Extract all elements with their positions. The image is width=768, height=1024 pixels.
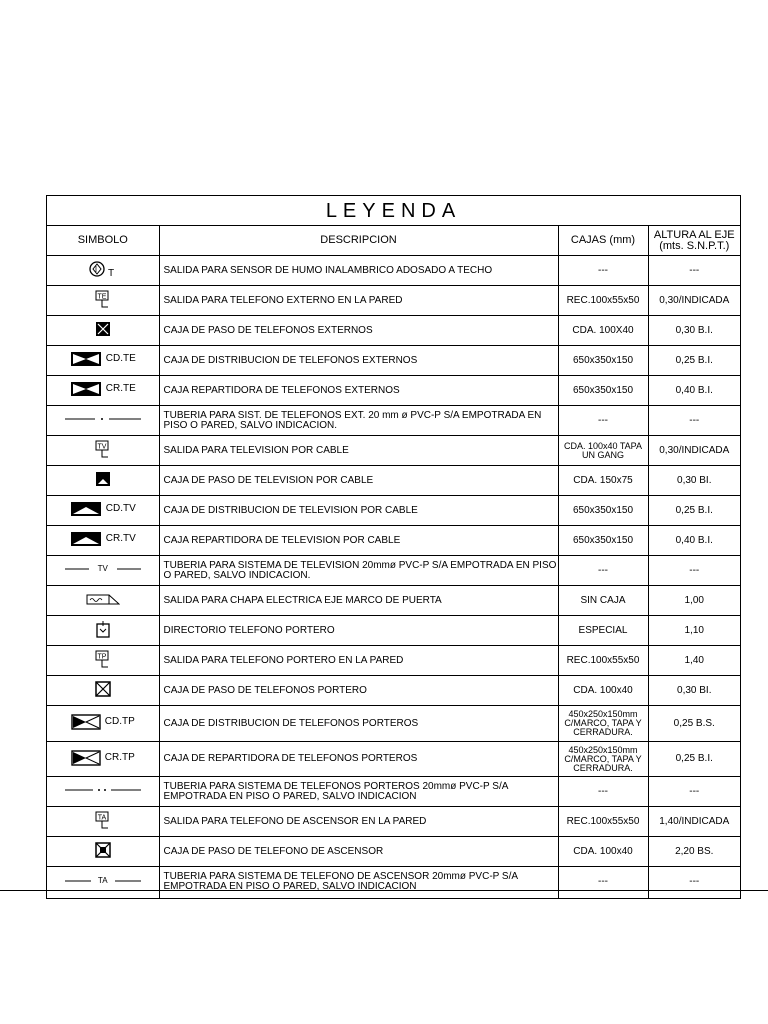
tp-outlet-icon <box>95 650 111 668</box>
height-cell: 0,40 B.I. <box>648 526 740 556</box>
legend-row <box>47 837 740 867</box>
height-cell: 1,40 <box>648 646 740 676</box>
ta-line-icon <box>65 873 141 889</box>
legend-row <box>47 466 740 496</box>
description-cell: CAJA REPARTIDORA DE TELEFONOS EXTERNOS <box>159 376 558 406</box>
description-cell: CAJA DE DISTRIBUCION DE TELEVISION POR CABLE <box>159 496 558 526</box>
box-size-cell: CDA. 100x40 <box>558 676 648 706</box>
symbol-cell <box>47 777 159 807</box>
symbol-label: CD.TE <box>105 353 136 364</box>
symbol-cell <box>47 867 159 898</box>
tv-distribution-box-icon <box>70 531 102 547</box>
svg-text:T: T <box>107 268 114 278</box>
svg-text:I: I <box>94 265 97 274</box>
box-size-cell: --- <box>558 256 648 286</box>
description-cell: TUBERIA PARA SISTEMA DE TELEVISION 20mmø PVC-P S/A EMPOTRADA EN PISO O PARED, SALVO INDICACION. <box>159 556 558 586</box>
legend-row <box>47 376 740 406</box>
description-cell: CAJA DE REPARTIDORA DE TELEFONOS PORTEROS <box>159 742 558 777</box>
svg-text:TA: TA <box>97 814 106 822</box>
legend-row <box>47 646 740 676</box>
description-cell: TUBERIA PARA SISTEMA DE TELEFONO DE ASCENSOR 20mmø PVC-P S/A EMPOTRADA EN PISO O PARED, SALVO INDICACION <box>159 867 558 898</box>
symbol-label: TV <box>97 564 108 573</box>
description-cell: TUBERIA PARA SIST. DE TELEFONOS EXT. 20 mm ø PVC-P S/A EMPOTRADA EN PISO O PARED, SALVO INDICACION. <box>159 406 558 436</box>
box-size-cell: REC.100x55x50 <box>558 646 648 676</box>
symbol-cell <box>47 556 159 586</box>
symbol-cell <box>47 376 159 406</box>
symbol-cell <box>47 807 159 837</box>
height-cell: 0,25 B.I. <box>648 496 740 526</box>
symbol-cell <box>47 676 159 706</box>
description-cell: CAJA DE PASO DE TELEVISION POR CABLE <box>159 466 558 496</box>
header-descripcion: DESCRIPCION <box>159 226 558 256</box>
description-cell: SALIDA PARA SENSOR DE HUMO INALAMBRICO ADOSADO A TECHO <box>159 256 558 286</box>
svg-text:TP: TP <box>97 653 107 661</box>
symbol-label: CR.TV <box>105 533 136 544</box>
tp-distribution-box-icon <box>71 750 101 766</box>
height-cell: --- <box>648 256 740 286</box>
symbol-cell <box>47 436 159 466</box>
description-cell: CAJA DE DISTRIBUCION DE TELEFONOS PORTEROS <box>159 706 558 742</box>
height-cell: 0,30/INDICADA <box>648 286 740 316</box>
box-size-cell: REC.100x55x50 <box>558 807 648 837</box>
header-row <box>47 226 740 256</box>
symbol-label: CD.TV <box>105 503 136 514</box>
symbol-label: CR.TE <box>105 383 136 394</box>
symbol-cell <box>47 316 159 346</box>
height-cell: 0,25 B.I. <box>648 742 740 777</box>
tv-line-icon <box>65 561 141 577</box>
description-cell: SALIDA PARA CHAPA ELECTRICA EJE MARCO DE PUERTA <box>159 586 558 616</box>
box-size-cell: ESPECIAL <box>558 616 648 646</box>
legend-row <box>47 286 740 316</box>
legend-row <box>47 436 740 466</box>
description-cell: CAJA REPARTIDORA DE TELEVISION POR CABLE <box>159 526 558 556</box>
symbol-cell <box>47 837 159 867</box>
description-cell: SALIDA PARA TELEFONO PORTERO EN LA PARED <box>159 646 558 676</box>
height-cell: 0,30 BI. <box>648 676 740 706</box>
box-size-cell: CDA. 100x40 <box>558 837 648 867</box>
legend-row <box>47 556 740 586</box>
symbol-cell <box>47 646 159 676</box>
description-cell: CAJA DE PASO DE TELEFONOS EXTERNOS <box>159 316 558 346</box>
height-cell: --- <box>648 777 740 807</box>
header-simbolo: SIMBOLO <box>47 226 159 256</box>
box-size-cell: SIN CAJA <box>558 586 648 616</box>
symbol-cell <box>47 616 159 646</box>
description-cell: CAJA DE PASO DE TELEFONOS PORTERO <box>159 676 558 706</box>
doorphone-directory-icon <box>96 621 110 638</box>
box-size-cell: CDA. 150x75 <box>558 466 648 496</box>
box-size-cell: 650x350x150 <box>558 496 648 526</box>
box-size-cell: CDA. 100X40 <box>558 316 648 346</box>
legend-row <box>47 742 740 777</box>
symbol-cell <box>47 586 159 616</box>
box-size-cell: --- <box>558 867 648 898</box>
symbol-cell <box>47 466 159 496</box>
legend-row <box>47 676 740 706</box>
header-cajas: CAJAS (mm) <box>558 226 648 256</box>
height-cell: 0,25 B.I. <box>648 346 740 376</box>
symbol-cell <box>47 496 159 526</box>
pass-box-icon <box>95 321 111 337</box>
symbol-label: CD.TP <box>104 716 135 727</box>
description-cell: CAJA DE PASO DE TELEFONO DE ASCENSOR <box>159 837 558 867</box>
symbol-cell <box>47 742 159 777</box>
box-size-cell: REC.100x55x50 <box>558 286 648 316</box>
symbol-cell <box>47 706 159 742</box>
height-cell: --- <box>648 406 740 436</box>
height-cell: 2,20 BS. <box>648 837 740 867</box>
description-cell: SALIDA PARA TELEVISION POR CABLE <box>159 436 558 466</box>
description-cell: SALIDA PARA TELEFONO EXTERNO EN LA PARED <box>159 286 558 316</box>
height-cell: 1,40/INDICADA <box>648 807 740 837</box>
box-size-cell: 650x350x150 <box>558 376 648 406</box>
elevator-pass-box-icon <box>95 842 111 858</box>
box-size-cell: CDA. 100x40 TAPA UN GANG <box>558 436 648 466</box>
distribution-box-icon <box>70 381 102 397</box>
box-size-cell: 650x350x150 <box>558 346 648 376</box>
distribution-box-icon <box>70 351 102 367</box>
box-size-cell: --- <box>558 556 648 586</box>
tp-distribution-box-icon <box>71 714 101 730</box>
legend-table <box>46 195 741 899</box>
legend-row <box>47 316 740 346</box>
door-lock-icon <box>86 592 120 606</box>
description-cell: CAJA DE DISTRIBUCION DE TELEFONOS EXTERNOS <box>159 346 558 376</box>
symbol-cell <box>47 286 159 316</box>
symbol-cell <box>47 406 159 436</box>
legend-grid <box>47 226 740 898</box>
legend-title: LEYENDA <box>47 196 740 226</box>
ta-outlet-icon <box>95 811 111 829</box>
box-size-cell: 650x350x150 <box>558 526 648 556</box>
legend-row <box>47 496 740 526</box>
legend-row <box>47 346 740 376</box>
dash-dot-dot-line-icon <box>65 782 141 798</box>
symbol-label: TA <box>97 875 108 885</box>
legend-row <box>47 586 740 616</box>
height-cell: 0,25 B.S. <box>648 706 740 742</box>
height-cell: 1,00 <box>648 586 740 616</box>
tv-pass-box-icon <box>95 471 111 487</box>
box-size-cell: --- <box>558 406 648 436</box>
box-size-cell: 450x250x150mm C/MARCO, TAPA Y CERRADURA. <box>558 742 648 777</box>
legend-row <box>47 807 740 837</box>
legend-row <box>47 706 740 742</box>
header-altura: ALTURA AL EJE (mts. S.N.P.T.) <box>648 226 740 256</box>
te-outlet-icon <box>95 290 111 308</box>
box-size-cell: 450x250x150mm C/MARCO, TAPA Y CERRADURA. <box>558 706 648 742</box>
svg-text:TE: TE <box>97 293 107 301</box>
legend-row <box>47 256 740 286</box>
height-cell: --- <box>648 556 740 586</box>
legend-body <box>47 256 740 898</box>
description-cell: DIRECTORIO TELEFONO PORTERO <box>159 616 558 646</box>
height-cell: --- <box>689 876 700 888</box>
tv-outlet-icon <box>95 440 111 458</box>
dash-dot-line-icon <box>65 411 141 427</box>
smoke-sensor-icon <box>88 260 118 278</box>
svg-text:TV: TV <box>97 443 107 451</box>
height-cell: 1,10 <box>648 616 740 646</box>
description-cell: TUBERIA PARA SISTEMA DE TELEFONOS PORTEROS 20mmø PVC-P S/A EMPOTRADA EN PISO O PARED, SALVO INDICACION <box>159 777 558 807</box>
legend-row <box>47 777 740 807</box>
symbol-label: CR.TP <box>104 751 135 763</box>
height-cell: 0,30 BI. <box>648 466 740 496</box>
tv-distribution-box-icon <box>70 501 102 517</box>
legend-row <box>47 526 740 556</box>
cross-box-icon <box>95 681 111 697</box>
height-cell: 0,30/INDICADA <box>648 436 740 466</box>
legend-row <box>47 867 740 898</box>
legend-row <box>47 406 740 436</box>
height-cell: 0,40 B.I. <box>648 376 740 406</box>
symbol-cell <box>47 256 159 286</box>
symbol-cell <box>47 526 159 556</box>
legend-row <box>47 616 740 646</box>
symbol-cell <box>47 346 159 376</box>
height-cell: 0,30 B.I. <box>648 316 740 346</box>
description-cell: SALIDA PARA TELEFONO DE ASCENSOR EN LA PARED <box>159 807 558 837</box>
box-size-cell: --- <box>558 777 648 807</box>
